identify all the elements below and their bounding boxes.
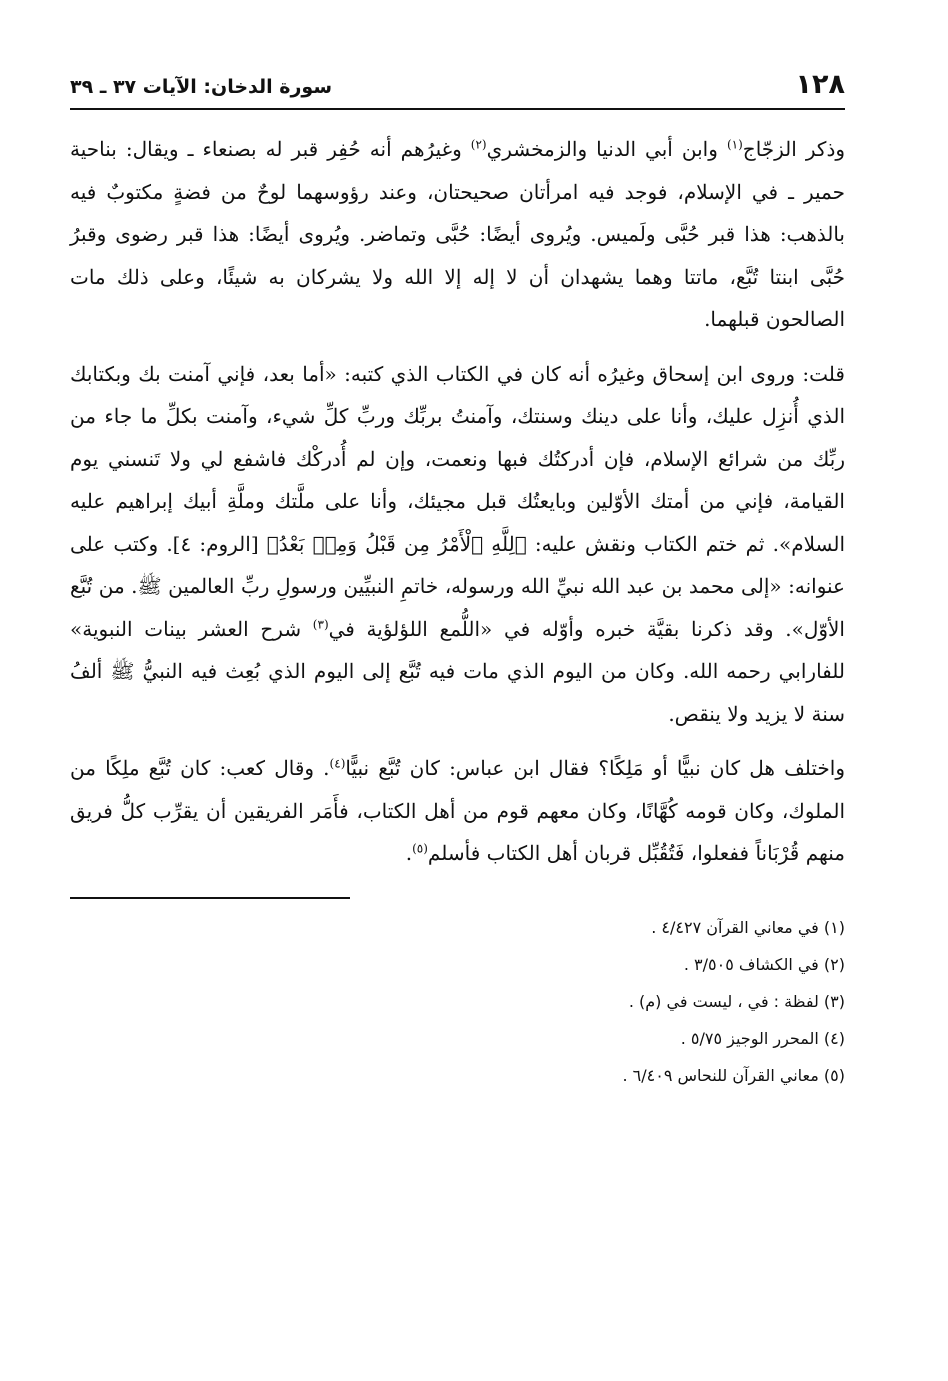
footnote-ref-1: (١)	[726, 137, 743, 152]
page-number: ١٢٨	[795, 69, 845, 100]
footnote-1: (١) في معاني القرآن ٤/٤٢٧ .	[651, 917, 845, 937]
footnote-ref-5: (٥)	[412, 841, 428, 856]
paragraph-3	[70, 747, 845, 875]
page	[70, 70, 845, 1102]
text-run: وذكر الزجّاج	[742, 137, 846, 161]
text-run: شرح العشر بينات النبوية» للفارابي رحمه الله. وكان من اليوم الذي مات فيه تُبَّع إلى اليوم الذي بُعِث فيه النبيُّ ﷺ ألفُ سنة لا يزيد ولا ينقص.	[70, 616, 845, 726]
text-run: وابن أبي الدنيا والزمخشري	[486, 137, 727, 161]
text-run: .	[405, 841, 413, 865]
text-run: واختلف هل كان نبيًّا أو مَلِكًا؟ فقال ابن عباس: كان تُبَّع نبيًّا	[345, 756, 846, 780]
footnote-ref-4: (٤)	[329, 756, 346, 771]
running-title: سورة الدخان: الآيات ٣٧ ـ ٣٩	[70, 76, 333, 98]
footnote-5: (٥) معاني القرآن للنحاس ٦/٤٠٩ .	[622, 1065, 845, 1085]
main-text	[70, 128, 845, 875]
footnote-4: (٤) المحرر الوجيز ٥/٧٥ .	[680, 1028, 845, 1048]
paragraph-2	[70, 353, 845, 736]
footnote-ref-2: (٢)	[470, 137, 487, 152]
text-run: وغيرُهم أنه حُفِر قبر له بصنعاء ـ ويقال: بناحية حمير ـ في الإسلام، فوجد فيه امرأتان صحيحتان، وعند رؤوسهما لوحٌ من فضةٍ مكتوبٌ فيه بالذهب: هذا قبر حُبَّى ولَميس. ويُروى أيضًا: حُبَّى وتماضر. ويُروى أيضًا: هذا قبر رضوى وقبرُ حُبَّى ابنتا تُبَّع، ماتتا وهما يشهدان أن لا إله إلا الله ولا يشركان به شيئًا، وعلى ذلك مات الصالحون قبلهما.	[70, 137, 845, 331]
footnote-ref-3: (٣)	[312, 616, 329, 631]
paragraph-1	[70, 128, 845, 341]
footnotes	[70, 917, 845, 1087]
text-run: . وقال كعب: كان تُبَّع ملِكًا من الملوك، وكان قومه كُهَّانًا، وكان معهم قوم من أهل الكتاب، فأَمَر الفريقين أن يقرِّب كلُّ فريق منهم قُرْبَاناً ففعلوا، فَتُقُبِّل قربان أهل الكتاب فأسلم	[70, 756, 845, 865]
footnote-3: (٣) لفظة : في ، ليست في (م) .	[628, 991, 845, 1011]
text-run: قلت: وروى ابن إسحاق وغيرُه أنه كان في الكتاب الذي كتبه: «أما بعد، فإني آمنت بك وبكتابك الذي أُنزِل عليك، وأنا على دينك وسنتك، وآمنتُ بربِّك وربِّ كلِّ شيء، وآمنت بكلِّ ما جاء من ربِّك من شرائع الإسلام، فإن أدركتُك فبها ونعمت، وإن لم أُدركْك فاشفع لي ولا تَنسني يوم القيامة، فإني من أمتك الأوّلين وبايعتُك قبل مجيئك، وأنا على ملَّتك وملَّةِ أبيك إبراهيم عليه السلام». ثم ختم الكتاب ونقش عليه: ﴿لِلَّهِ ٱلْأَمْرُ مِن قَبْلُ وَمِنۢ بَعْدُ﴾ [الروم: ٤]. وكتب على عنوانه: «إلى محمد بن عبد الله نبيِّ الله ورسوله، خاتمِ النبيِّين ورسولِ ربِّ العالمين ﷺ. من تُبَّع الأوّل». وقد ذكرنا بقيَّة خبره وأوّله في «اللُّمع اللؤلؤية في	[70, 361, 845, 641]
footnote-2: (٢) في الكشاف ٣/٥٠٥ .	[683, 954, 845, 974]
page-header	[70, 70, 845, 110]
footnote-divider	[70, 897, 350, 899]
